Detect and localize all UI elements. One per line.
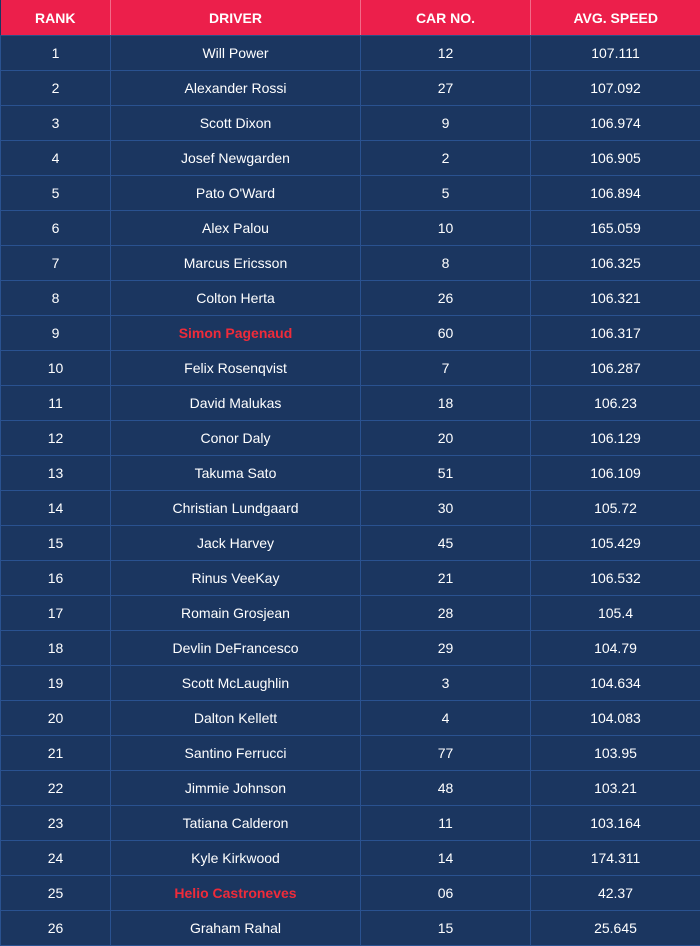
table-row — [1, 806, 700, 841]
table-header — [1, 0, 700, 36]
rank-cell: 9 — [1, 316, 111, 351]
driver-cell: Santino Ferrucci — [111, 736, 361, 771]
table-row — [1, 211, 700, 246]
avg-speed-cell: 42.37 — [531, 876, 700, 911]
avg-speed-cell: 104.083 — [531, 701, 700, 736]
table-body — [1, 36, 700, 946]
rank-cell: 2 — [1, 71, 111, 106]
table-row — [1, 281, 700, 316]
table-row — [1, 771, 700, 806]
car-number-cell: 51 — [361, 456, 531, 491]
avg-speed-cell: 104.634 — [531, 666, 700, 701]
header-row — [1, 0, 700, 36]
rank-cell: 12 — [1, 421, 111, 456]
rank-cell: 19 — [1, 666, 111, 701]
avg-speed-cell: 106.23 — [531, 386, 700, 421]
car-number-cell: 8 — [361, 246, 531, 281]
driver-cell: Jack Harvey — [111, 526, 361, 561]
car-number-cell: 28 — [361, 596, 531, 631]
table-row — [1, 561, 700, 596]
driver-cell: Will Power — [111, 36, 361, 71]
table-row — [1, 666, 700, 701]
avg-speed-cell: 105.4 — [531, 596, 700, 631]
table-row — [1, 596, 700, 631]
table-row — [1, 911, 700, 946]
rank-cell: 4 — [1, 141, 111, 176]
car-number-cell: 60 — [361, 316, 531, 351]
driver-cell: Dalton Kellett — [111, 701, 361, 736]
car-number-cell: 4 — [361, 701, 531, 736]
table-row — [1, 701, 700, 736]
car-number-cell: 12 — [361, 36, 531, 71]
table-row — [1, 876, 700, 911]
avg-speed-cell: 106.129 — [531, 421, 700, 456]
driver-cell: Simon Pagenaud — [111, 316, 361, 351]
car-number-cell: 10 — [361, 211, 531, 246]
avg-speed-cell: 106.974 — [531, 106, 700, 141]
car-number-cell: 9 — [361, 106, 531, 141]
rank-cell: 16 — [1, 561, 111, 596]
driver-cell: David Malukas — [111, 386, 361, 421]
table-row — [1, 491, 700, 526]
car-number-cell: 27 — [361, 71, 531, 106]
table-row — [1, 526, 700, 561]
car-number-cell: 2 — [361, 141, 531, 176]
car-number-cell: 18 — [361, 386, 531, 421]
table-row — [1, 351, 700, 386]
rank-cell: 3 — [1, 106, 111, 141]
driver-cell: Scott McLaughlin — [111, 666, 361, 701]
table-row — [1, 421, 700, 456]
rank-cell: 17 — [1, 596, 111, 631]
table-row — [1, 176, 700, 211]
rank-cell: 5 — [1, 176, 111, 211]
rank-cell: 11 — [1, 386, 111, 421]
car-number-cell: 77 — [361, 736, 531, 771]
avg-speed-cell: 165.059 — [531, 211, 700, 246]
rank-cell: 25 — [1, 876, 111, 911]
car-number-cell: 5 — [361, 176, 531, 211]
car-number-cell: 06 — [361, 876, 531, 911]
driver-cell: Graham Rahal — [111, 911, 361, 946]
table-row — [1, 36, 700, 71]
driver-cell: Marcus Ericsson — [111, 246, 361, 281]
avg-speed-cell: 106.894 — [531, 176, 700, 211]
table-row — [1, 386, 700, 421]
rank-cell: 7 — [1, 246, 111, 281]
avg-speed-cell: 104.79 — [531, 631, 700, 666]
rank-cell: 18 — [1, 631, 111, 666]
rank-cell: 13 — [1, 456, 111, 491]
car-number-cell: 26 — [361, 281, 531, 316]
car-number-cell: 30 — [361, 491, 531, 526]
rank-cell: 10 — [1, 351, 111, 386]
avg-speed-cell: 25.645 — [531, 911, 700, 946]
car-number-cell: 48 — [361, 771, 531, 806]
driver-cell: Felix Rosenqvist — [111, 351, 361, 386]
rank-cell: 22 — [1, 771, 111, 806]
driver-cell: Conor Daly — [111, 421, 361, 456]
rank-cell: 15 — [1, 526, 111, 561]
car-number-cell: 21 — [361, 561, 531, 596]
table-row — [1, 141, 700, 176]
car-number-cell: 20 — [361, 421, 531, 456]
rank-cell: 1 — [1, 36, 111, 71]
rank-cell: 21 — [1, 736, 111, 771]
table-row — [1, 736, 700, 771]
avg-speed-cell: 106.317 — [531, 316, 700, 351]
driver-cell: Pato O'Ward — [111, 176, 361, 211]
driver-cell: Alexander Rossi — [111, 71, 361, 106]
rank-cell: 24 — [1, 841, 111, 876]
avg-speed-cell: 103.95 — [531, 736, 700, 771]
table-row — [1, 316, 700, 351]
driver-cell: Kyle Kirkwood — [111, 841, 361, 876]
driver-cell: Takuma Sato — [111, 456, 361, 491]
avg-speed-cell: 107.111 — [531, 36, 700, 71]
avg-speed-cell: 106.109 — [531, 456, 700, 491]
table-row — [1, 841, 700, 876]
driver-cell: Tatiana Calderon — [111, 806, 361, 841]
car-number-cell: 14 — [361, 841, 531, 876]
driver-cell: Rinus VeeKay — [111, 561, 361, 596]
table-row — [1, 631, 700, 666]
header-rank[interactable]: RANK — [1, 0, 111, 36]
driver-cell: Devlin DeFrancesco — [111, 631, 361, 666]
driver-cell: Colton Herta — [111, 281, 361, 316]
avg-speed-cell: 103.21 — [531, 771, 700, 806]
avg-speed-cell: 103.164 — [531, 806, 700, 841]
avg-speed-cell: 105.429 — [531, 526, 700, 561]
table-row — [1, 106, 700, 141]
rank-cell: 14 — [1, 491, 111, 526]
rank-cell: 8 — [1, 281, 111, 316]
driver-cell: Alex Palou — [111, 211, 361, 246]
avg-speed-cell: 106.532 — [531, 561, 700, 596]
driver-cell: Christian Lundgaard — [111, 491, 361, 526]
car-number-cell: 15 — [361, 911, 531, 946]
table-row — [1, 456, 700, 491]
driver-cell: Romain Grosjean — [111, 596, 361, 631]
driver-cell: Josef Newgarden — [111, 141, 361, 176]
car-number-cell: 29 — [361, 631, 531, 666]
rank-cell: 6 — [1, 211, 111, 246]
header-driver[interactable]: DRIVER — [111, 0, 361, 36]
table-row — [1, 246, 700, 281]
driver-cell: Jimmie Johnson — [111, 771, 361, 806]
header-avg-speed[interactable]: AVG. SPEED — [531, 0, 700, 36]
driver-cell: Helio Castroneves — [111, 876, 361, 911]
driver-cell: Scott Dixon — [111, 106, 361, 141]
avg-speed-cell: 105.72 — [531, 491, 700, 526]
table-row — [1, 71, 700, 106]
avg-speed-cell: 106.287 — [531, 351, 700, 386]
header-car-no[interactable]: CAR NO. — [361, 0, 531, 36]
car-number-cell: 3 — [361, 666, 531, 701]
rank-cell: 26 — [1, 911, 111, 946]
avg-speed-cell: 106.325 — [531, 246, 700, 281]
car-number-cell: 45 — [361, 526, 531, 561]
car-number-cell: 11 — [361, 806, 531, 841]
avg-speed-cell: 106.905 — [531, 141, 700, 176]
avg-speed-cell: 107.092 — [531, 71, 700, 106]
avg-speed-cell: 174.311 — [531, 841, 700, 876]
car-number-cell: 7 — [361, 351, 531, 386]
rank-cell: 20 — [1, 701, 111, 736]
avg-speed-cell: 106.321 — [531, 281, 700, 316]
rank-cell: 23 — [1, 806, 111, 841]
